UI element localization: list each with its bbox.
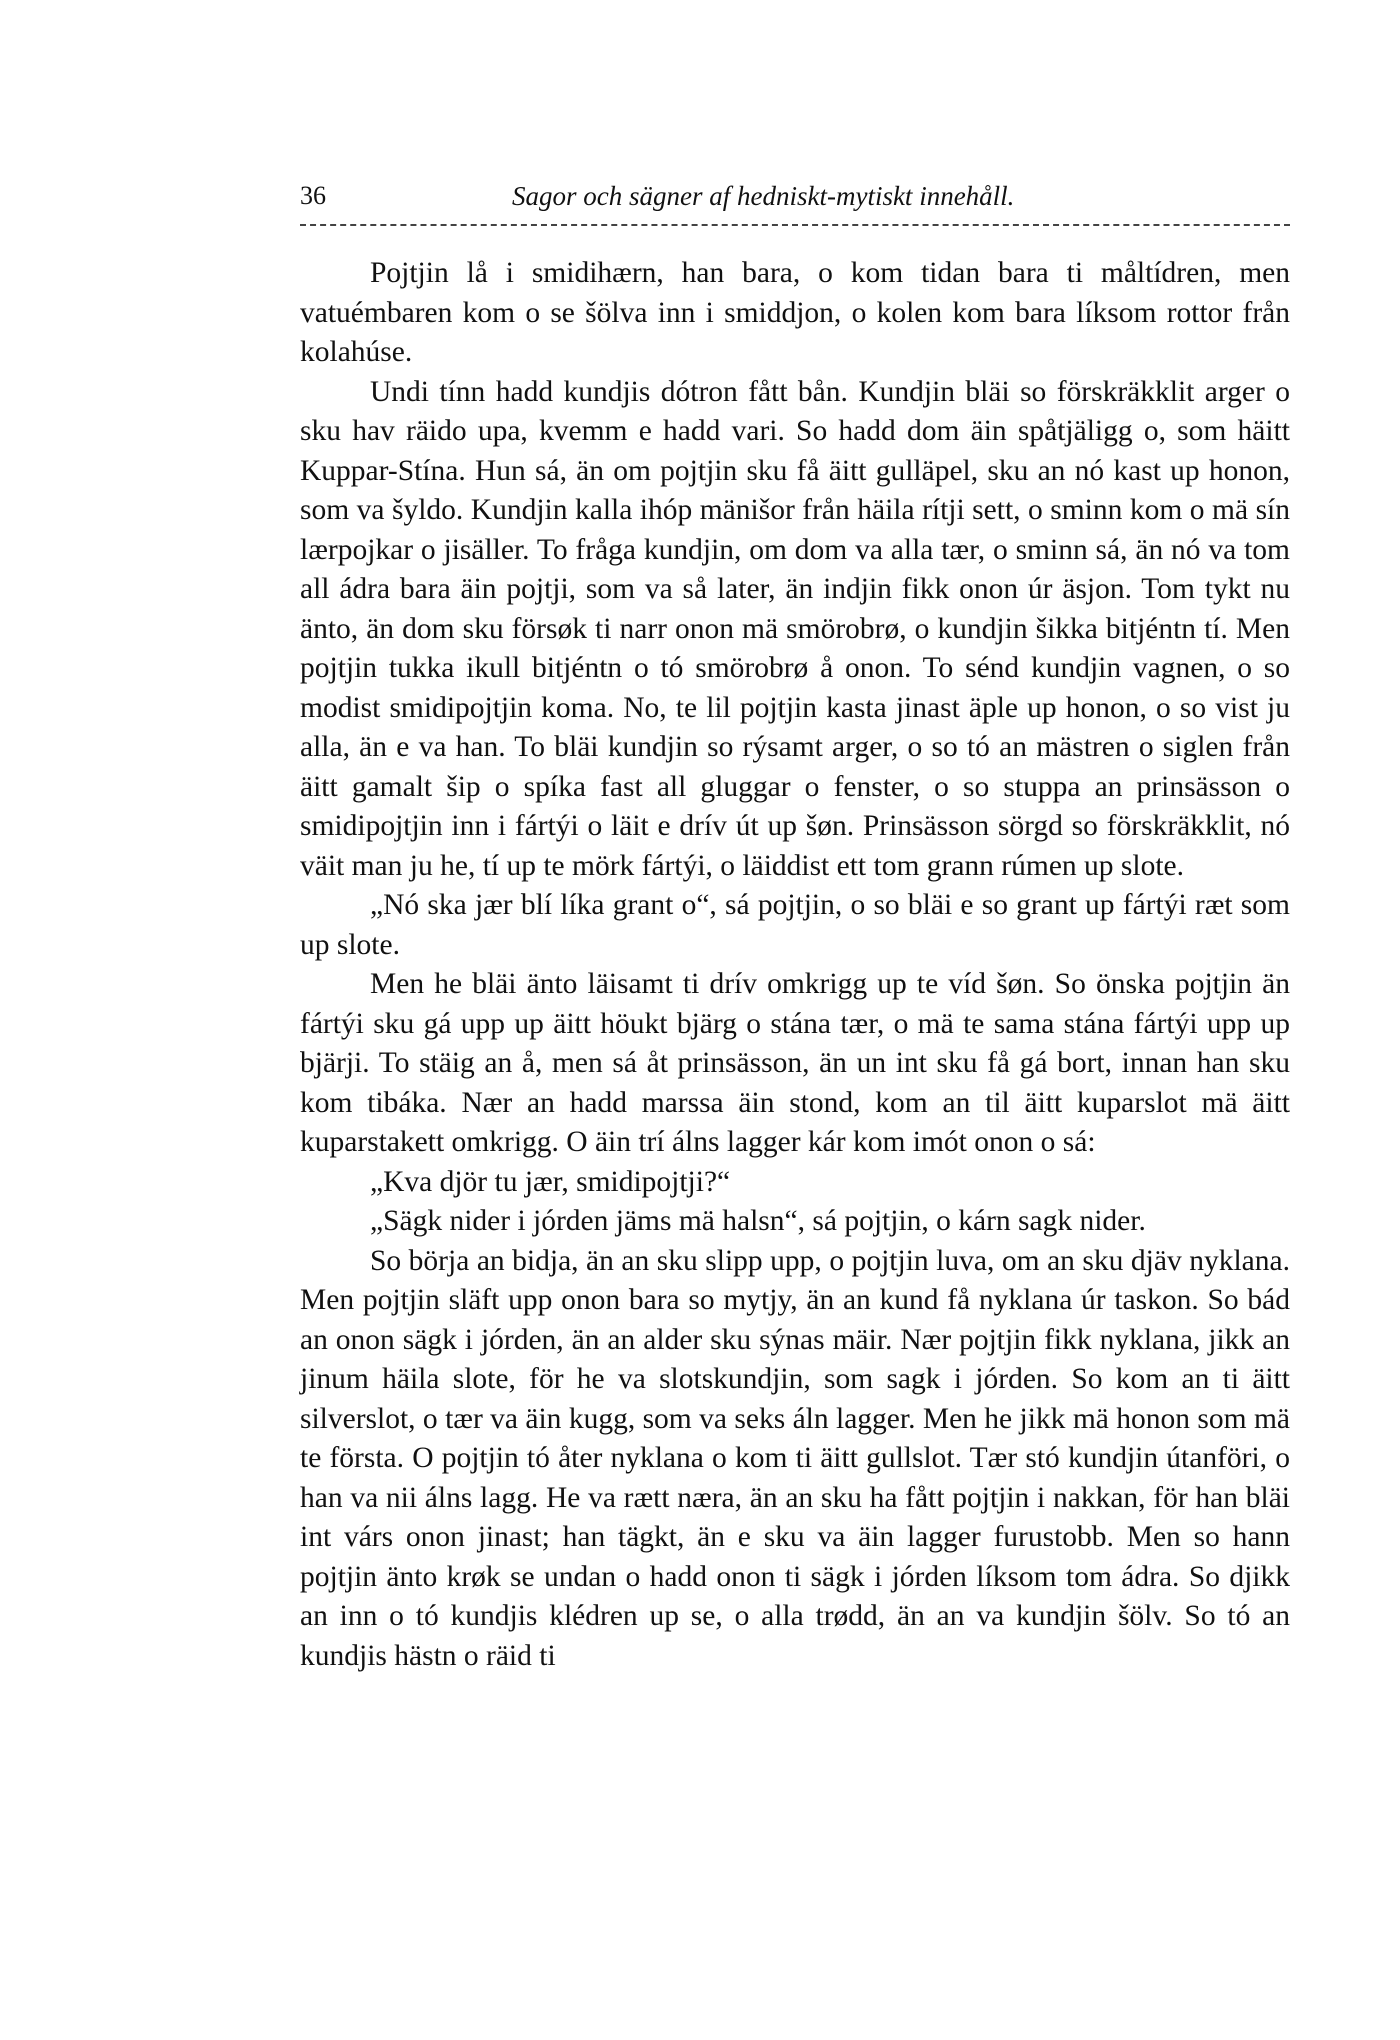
- paragraph: Men he bläi änto läisamt ti drív omkrigg up te víd šøn. So önska pojtjin än fártýi sku gá upp up äitt höukt bjärg o stána tær, o mä te sama stána fártýi upp up bjärji. To stäig an å, men sá åt prinsässon, än un int sku få gá bort, innan han sku kom tibáka. Nær an hadd marssa äin stond, kom an til äitt kuparslot mä äitt kuparstakett omkrigg. O äin trí álns lagger kár kom imót onon o sá:: [300, 968, 1290, 1158]
- paragraph: Undi tínn hadd kundjis dótron fått bån. Kundjin bläi so förskräkklit arger o sku hav räido upa, kvemm e hadd vari. So hadd dom äin spåtjäligg o, som häitt Kuppar-Stína. Hun sá, än om pojtjin sku få äitt gulläpel, sku an nó kast up honon, som va šyldo. Kundjin kalla ihóp mänišor från häila rítji sett, o sminn kom o mä sín lærpojkar o jisäller. To fråga kundjin, om dom va alla tær, o sminn sá, än nó va tom all ádra bara äin pojtji, som va så later, än indjin fikk onon úr äsjon. Tom tykt nu änto, än dom sku försøk ti narr onon mä smörobrø, o kundjin šikka bitjéntn tí. Men pojtjin tukka ikull bitjéntn o tó smörobrø å onon. To sénd kundjin vagnen, o so modist smidipojtjin koma. No, te lil pojtjin kasta jinast äple up honon, o so vist ju alla, än e va han. To bläi kundjin so rýsamt arger, o so tó an mästren o siglen från äitt gamalt šip o spíka fast all gluggar o fenster, o so stuppa an prinsässon o smidipojtjin inn i fártýi o läit e drív út up šøn. Prinsässon sörgd so förskräkklit, nó väit man ju he, tí up te mörk fártýi, o läiddist ett tom grann rúmen up slote.: [300, 375, 1290, 882]
- running-head: [300, 176, 1300, 220]
- header-rule: [300, 224, 1290, 226]
- paragraph: „Kva djör tu jær, smidipojtji?“: [370, 1165, 731, 1198]
- page-number: 36: [300, 181, 326, 210]
- paragraph: Pojtjin lå i smidihærn, han bara, o kom tidan bara ti måltídren, men vatuémbaren kom o se šölva inn i smiddjon, o kolen kom bara líksom rottor från kolahúse.: [300, 257, 1290, 368]
- running-title: Sagor och sägner af hedniskt-mytiskt innehåll.: [512, 181, 1015, 211]
- paragraph: „Sägk nider i jórden jäms mä halsn“, sá pojtjin, o kárn sagk nider.: [370, 1205, 1146, 1237]
- body-text: [300, 254, 1290, 1676]
- paragraph: „Nó ska jær blí líka grant o“, sá pojtjin, o so bläi e so grant up fártýi ræt som up slote.: [300, 889, 1290, 961]
- paragraph: So börja an bidja, än an sku slipp upp, o pojtjin luva, om an sku djäv nyklana. Men pojtjin släft upp onon bara so mytjy, än an kund få nyklana úr taskon. So bád an onon sägk i jórden, än an alder sku sýnas mäir. Nær pojtjin fikk nyklana, jikk an jinum häila slote, för he va slotskundjin, som sagk i jórden. So kom an ti äitt silverslot, o tær va äin kugg, som va seks áln lagger. Men he jikk mä honon som mä te första. O pojtjin tó åter nyklana o kom ti äitt gullslot. Tær stó kundjin útanföri, o han va nii álns lagg. He va rætt næra, än an sku ha fått pojtjin i nakkan, för han bläi int várs onon jinast; han tägkt, än e sku va äin lagger furustobb. Men so hann pojtjin änto krøk se undan o hadd onon ti sägk i jórden líksom tom ádra. So djikk an inn o tó kundjis klédren up se, o alla trødd, än an va kundjin šölv. So tó an kundjis hästn o räid ti: [300, 1244, 1290, 1672]
